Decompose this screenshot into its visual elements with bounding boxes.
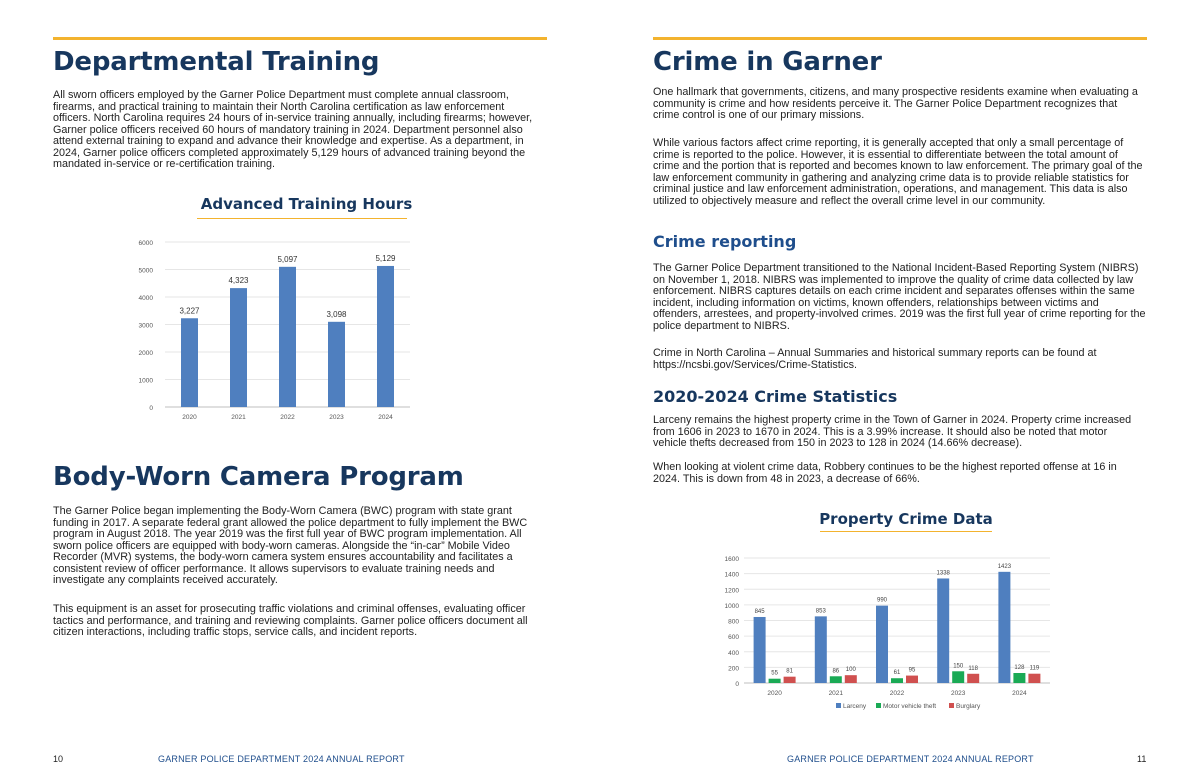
property-bar [830, 676, 842, 683]
property-xtick-label: 2022 [889, 690, 905, 697]
training-bar-value-label: 5,129 [375, 253, 396, 263]
property-bar-value-label: 55 [771, 670, 778, 677]
training-bar-value-label: 4,323 [228, 276, 249, 286]
training-xtick-label: 2020 [182, 414, 197, 421]
training-bar-value-label: 5,097 [277, 254, 298, 264]
property-legend-label: Motor vehicle theft [883, 703, 937, 710]
property-bar-value-label: 853 [815, 608, 826, 615]
footer-left: GARNER POLICE DEPARTMENT 2024 ANNUAL REPORT [158, 754, 405, 764]
property-bar [845, 675, 857, 683]
training-bar [328, 322, 345, 407]
property-legend-swatch [876, 703, 881, 708]
property-legend-swatch [836, 703, 841, 708]
property-bar [906, 676, 918, 683]
property-bar-value-label: 1338 [936, 570, 950, 577]
property-bar-value-label: 100 [845, 667, 856, 674]
property-bar-value-label: 128 [1014, 665, 1025, 671]
training-bar-value-label: 3,098 [326, 309, 347, 319]
crime-paragraph-1: One hallmark that governments, citizens, and many prospective residents examine when evaluating a community is crime and how residents perceive it. The Garner Police Department recognizes that crime control is one of our primary missions. [653, 86, 1138, 121]
training-chart-title-underline [197, 218, 407, 219]
footer-right: GARNER POLICE DEPARTMENT 2024 ANNUAL REPORT [787, 754, 1034, 764]
training-bar [279, 267, 296, 407]
training-xtick-label: 2023 [329, 414, 344, 421]
property-bar-value-label: 990 [876, 597, 888, 604]
property-crime-chart [710, 551, 1050, 723]
property-ytick-label: 1600 [724, 556, 739, 563]
training-ytick-label: 6000 [138, 240, 153, 247]
training-bar-value-label: 3,227 [179, 306, 200, 316]
property-ytick-label: 400 [728, 649, 739, 657]
crime-reporting-paragraph-2: Crime in North Carolina – Annual Summaries and historical summary reports can be found at https://ncsbi.gov/Services/Crime-Statistics. [653, 347, 1097, 371]
property-legend-label: Larceny [843, 703, 867, 710]
property-bar [754, 617, 766, 683]
property-ytick-label: 0 [735, 681, 739, 688]
property-bar-value-label: 119 [1029, 665, 1040, 672]
crime-reporting-paragraph-1: The Garner Police Department transitioned to the National Incident-Based Reporting System (NIBRS) on November 1, 2018. NIBRS was implemented to improve the quality of crime data collected by law enforcement. NIBRS captures details on each crime incident and separates offenses within the same incident, including information on victims, known offenders, relationships between victims and offenders, arrestees, and property-involved crimes. 2019 was the first full year of crime reporting for the police department to NIBRS. [653, 262, 1146, 332]
property-ytick-label: 200 [728, 665, 739, 673]
property-bar-value-label: 1423 [997, 563, 1012, 570]
property-ytick-label: 1200 [724, 587, 739, 595]
property-bar-value-label: 61 [893, 670, 901, 677]
property-bar-value-label: 150 [953, 663, 964, 670]
property-ytick-label: 600 [728, 634, 739, 642]
property-bar-value-label: 86 [832, 668, 840, 675]
property-xtick-label: 2023 [950, 690, 966, 697]
crime-statistics-paragraph-2: When looking at violent crime data, Robbery continues to be the highest reported offense at 16 in 2024. This is down from 48 in 2023, a decrease of 66%. [653, 461, 1117, 485]
training-ytick-label: 4000 [138, 295, 153, 302]
property-ytick-label: 1000 [724, 602, 739, 610]
training-ytick-label: 5000 [138, 267, 153, 275]
bwc-paragraph-1: The Garner Police began implementing the Body-Worn Camera (BWC) program with state grant funding in 2017. A separate federal grant allowed the police department to fully implement the BWC program in August 2018. The year 2019 was the first full year of BWC program implementation. All sworn police officers are equipped with body-worn cameras. Alongside the “in-car” Mobile Video Recorder (MVR) systems, the body-worn camera system ensures accountability and facilitates a consistent review of officer performance. It allows supervisors to evaluate training needs and investigate any complaints received accurately. [53, 505, 528, 586]
property-bar [1028, 674, 1040, 683]
property-ytick-label: 1400 [724, 571, 739, 579]
training-paragraph: All sworn officers employed by the Garner Police Department must complete annual classroom, firearms, and practical training to maintain their North Carolina certification as law enforcement officers. North Carolina requires 24 hours of in-service training annually, including firearms; however, Garner police officers received 60 hours of mandatory training in 2024. Department personnel also attend external training to expand and advance their knowledge and expertise. As a department, in 2024, Garner police officers completed approximately 5,129 hours of advanced training beyond the mandated in-service or re-certification training. [53, 89, 533, 170]
property-bar [967, 674, 979, 683]
property-legend-swatch [949, 703, 954, 708]
bwc-heading: Body-Worn Camera Program [53, 462, 464, 492]
property-bar-value-label: 845 [754, 608, 765, 615]
training-ytick-label: 1000 [138, 377, 153, 385]
training-ytick-label: 2000 [138, 350, 153, 357]
training-xtick-label: 2024 [378, 414, 393, 421]
property-bar [876, 606, 888, 683]
crime-heading: Crime in Garner [653, 47, 882, 77]
property-bar-value-label: 95 [908, 667, 916, 674]
property-legend-label: Burglary [956, 703, 981, 710]
property-bar [1013, 673, 1025, 683]
property-bar [937, 578, 949, 683]
property-crime-chart-title-underline [820, 531, 992, 532]
property-bar [891, 678, 903, 683]
property-crime-chart-title: Property Crime Data [819, 510, 993, 528]
page-number-left: 10 [53, 754, 64, 764]
page-number-right: 11 [1137, 754, 1147, 764]
property-bar [952, 671, 964, 683]
training-xtick-label: 2021 [231, 414, 246, 421]
bwc-paragraph-2: This equipment is an asset for prosecuting traffic violations and criminal offenses, evaluating officer tactics and performance, and training and reviewing complaints. Garner police officers document all citizen interactions, including traffic stops, service calls, and incident reports. [53, 603, 528, 638]
property-bar-value-label: 118 [968, 665, 978, 672]
crime-reporting-heading: Crime reporting [653, 232, 797, 251]
property-bar-value-label: 81 [786, 668, 793, 675]
training-xtick-label: 2022 [280, 414, 295, 421]
crime-statistics-paragraph-1: Larceny remains the highest property crime in the Town of Garner in 2024. Property crime increased from 1606 in 2023 to 1670 in 2024. This is a 3.99% increase. It should also be noted that motor vehicle thefts decreased from 150 in 2023 to 128 in 2024 (14.66% decrease). [653, 414, 1132, 449]
property-bar [784, 677, 796, 683]
training-heading: Departmental Training [53, 47, 380, 77]
property-ytick-label: 800 [728, 618, 739, 626]
training-bar [181, 318, 198, 407]
training-ytick-label: 0 [149, 405, 153, 412]
property-xtick-label: 2021 [828, 690, 844, 697]
training-ytick-label: 3000 [138, 322, 153, 330]
training-bar [230, 288, 247, 407]
crime-paragraph-2: While various factors affect crime reporting, it is generally accepted that only a small percentage of crime is reported to the police. However, it is essential to differentiate between the total amount of crime and the portion that is reported and becomes known to law enforcement. The primary goal of the law enforcement community in gathering and analyzing crime data is to provide reliable statistics for criminal justice and law enforcement administration, operations, and management. This data is also utilized to objectively measure and reflect the overall crime level in our community. [653, 137, 1143, 207]
crime-statistics-heading: 2020-2024 Crime Statistics [653, 387, 898, 406]
property-bar [769, 679, 781, 683]
property-bar [815, 616, 827, 683]
property-bar [998, 572, 1010, 683]
training-chart-title: Advanced Training Hours [200, 195, 413, 213]
training-bar [377, 266, 394, 407]
property-xtick-label: 2024 [1012, 690, 1027, 697]
training-hours-chart [125, 232, 415, 432]
accent-rule-left [53, 37, 547, 40]
accent-rule-right [653, 37, 1147, 40]
property-xtick-label: 2020 [767, 690, 782, 697]
